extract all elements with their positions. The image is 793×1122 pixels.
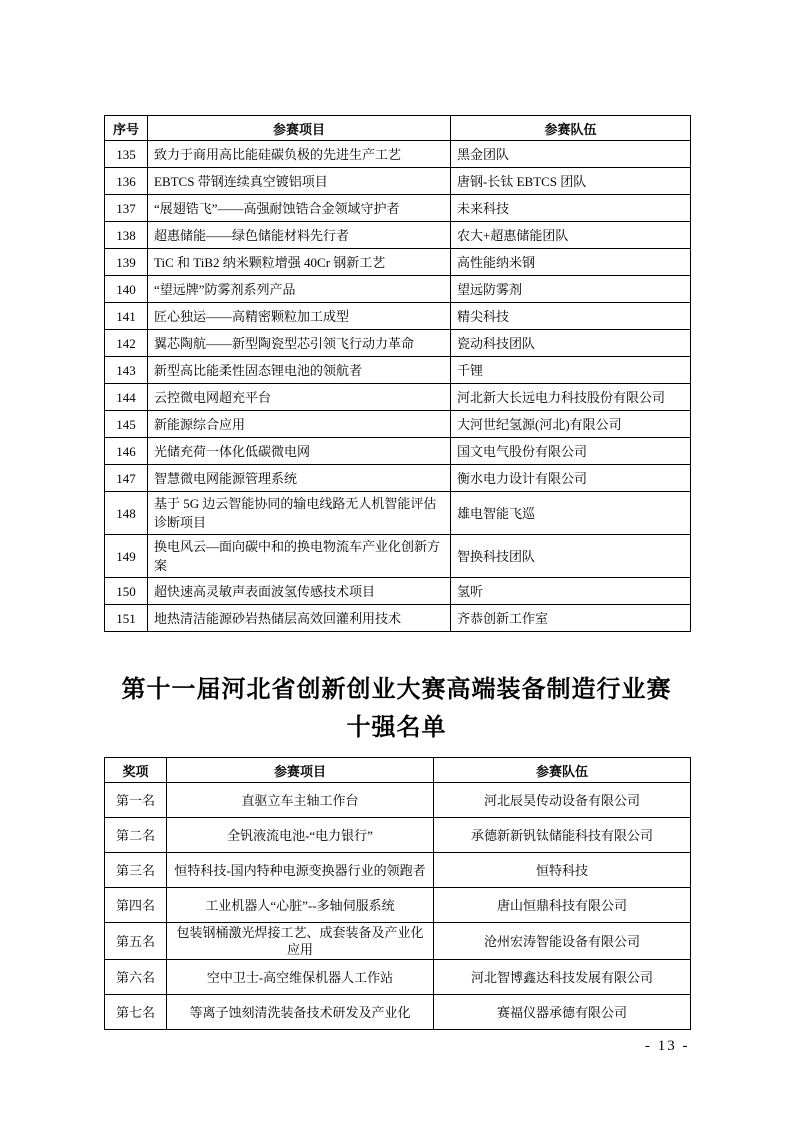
rank-cell: 第一名 xyxy=(105,783,167,818)
project-cell: 超快速高灵敏声表面波氢传感技术项目 xyxy=(148,578,451,605)
table-row xyxy=(105,276,691,303)
serial-cell: 137 xyxy=(105,195,148,222)
project-cell: 工业机器人“心脏”--多轴伺服系统 xyxy=(167,888,434,923)
rank-cell: 第五名 xyxy=(105,923,167,960)
projects-table-header xyxy=(105,116,691,141)
table-row xyxy=(105,853,691,888)
rank-cell: 第六名 xyxy=(105,960,167,995)
serial-cell: 141 xyxy=(105,303,148,330)
projects-table-135-151 xyxy=(104,115,691,632)
section-title-line1: 第十一届河北省创新创业大赛高端装备制造行业赛 xyxy=(121,677,672,703)
table-row xyxy=(105,249,691,276)
table-row xyxy=(105,222,691,249)
project-cell: “展翅锆飞”——高强耐蚀锆合金领域守护者 xyxy=(148,195,451,222)
table-row xyxy=(105,384,691,411)
rank-cell: 第四名 xyxy=(105,888,167,923)
team-cell: 沧州宏涛智能设备有限公司 xyxy=(434,923,691,960)
serial-cell: 146 xyxy=(105,438,148,465)
team-cell: 智换科技团队 xyxy=(451,535,691,578)
page-number: - 13 - xyxy=(645,1038,690,1054)
project-cell: “望远牌”防雾剂系列产品 xyxy=(148,276,451,303)
project-cell: 致力于商用高比能硅碳负极的先进生产工艺 xyxy=(148,141,451,168)
top-ten-rankings-table xyxy=(104,757,691,1030)
table-row xyxy=(105,438,691,465)
table-row xyxy=(105,195,691,222)
rank-cell: 第二名 xyxy=(105,818,167,853)
serial-cell: 139 xyxy=(105,249,148,276)
project-cell: 基于 5G 边云智能协同的输电线路无人机智能评估诊断项目 xyxy=(148,492,451,535)
team-cell: 未来科技 xyxy=(451,195,691,222)
team-cell: 高性能纳米钢 xyxy=(451,249,691,276)
team-cell: 瓷动科技团队 xyxy=(451,330,691,357)
serial-cell: 143 xyxy=(105,357,148,384)
table-row xyxy=(105,960,691,995)
team-cell: 望远防雾剂 xyxy=(451,276,691,303)
project-cell: EBTCS 带钢连续真空镀铝项目 xyxy=(148,168,451,195)
rankings-table-header xyxy=(105,758,691,783)
project-cell: 换电风云—面向碳中和的换电物流车产业化创新方案 xyxy=(148,535,451,578)
project-cell: 光储充荷一体化低碳微电网 xyxy=(148,438,451,465)
header-row xyxy=(105,116,691,141)
project-cell: 恒特科技-国内特种电源变换器行业的领跑者 xyxy=(167,853,434,888)
table-row xyxy=(105,411,691,438)
rank-cell: 第七名 xyxy=(105,995,167,1030)
serial-cell: 140 xyxy=(105,276,148,303)
column-header-project: 参赛项目 xyxy=(167,758,434,783)
team-cell: 恒特科技 xyxy=(434,853,691,888)
section-title-line2: 十强名单 xyxy=(346,715,447,741)
project-cell: 全钒液流电池-“电力银行” xyxy=(167,818,434,853)
table-row xyxy=(105,888,691,923)
project-cell: 地热清洁能源砂岩热储层高效回灌利用技术 xyxy=(148,605,451,632)
projects-table-body xyxy=(105,141,691,632)
column-header-team: 参赛队伍 xyxy=(451,116,691,141)
table-row xyxy=(105,995,691,1030)
serial-cell: 147 xyxy=(105,465,148,492)
project-cell: 空中卫士-高空维保机器人工作站 xyxy=(167,960,434,995)
team-cell: 国文电气股份有限公司 xyxy=(451,438,691,465)
column-header-team: 参赛队伍 xyxy=(434,758,691,783)
team-cell: 黑金团队 xyxy=(451,141,691,168)
serial-cell: 150 xyxy=(105,578,148,605)
table-row xyxy=(105,923,691,960)
project-cell: 直驱立车主轴工作台 xyxy=(167,783,434,818)
serial-cell: 142 xyxy=(105,330,148,357)
team-cell: 承德新新钒钛储能科技有限公司 xyxy=(434,818,691,853)
team-cell: 大河世纪氢源(河北)有限公司 xyxy=(451,411,691,438)
team-cell: 唐山恒鼎科技有限公司 xyxy=(434,888,691,923)
team-cell: 赛福仪器承德有限公司 xyxy=(434,995,691,1030)
team-cell: 农大+超惠储能团队 xyxy=(451,222,691,249)
team-cell: 河北新大长远电力科技股份有限公司 xyxy=(451,384,691,411)
serial-cell: 138 xyxy=(105,222,148,249)
header-row xyxy=(105,758,691,783)
rankings-table-body xyxy=(105,783,691,1030)
project-cell: 翼芯陶航——新型陶瓷型芯引领飞行动力革命 xyxy=(148,330,451,357)
serial-cell: 135 xyxy=(105,141,148,168)
serial-cell: 148 xyxy=(105,492,148,535)
table-row xyxy=(105,605,691,632)
table-row xyxy=(105,535,691,578)
project-cell: 新型高比能柔性固态锂电池的领航者 xyxy=(148,357,451,384)
serial-cell: 144 xyxy=(105,384,148,411)
table-row xyxy=(105,330,691,357)
project-cell: 云控微电网超充平台 xyxy=(148,384,451,411)
project-cell: 超惠储能——绿色储能材料先行者 xyxy=(148,222,451,249)
team-cell: 氢听 xyxy=(451,578,691,605)
serial-cell: 136 xyxy=(105,168,148,195)
table-row xyxy=(105,492,691,535)
team-cell: 精尖科技 xyxy=(451,303,691,330)
team-cell: 河北辰昊传动设备有限公司 xyxy=(434,783,691,818)
column-header-award: 奖项 xyxy=(105,758,167,783)
project-cell: 包装钢桶激光焊接工艺、成套装备及产业化应用 xyxy=(167,923,434,960)
column-header-project: 参赛项目 xyxy=(148,116,451,141)
project-cell: TiC 和 TiB2 纳米颗粒增强 40Cr 钢新工艺 xyxy=(148,249,451,276)
table-row xyxy=(105,783,691,818)
team-cell: 河北智博鑫达科技发展有限公司 xyxy=(434,960,691,995)
project-cell: 智慧微电网能源管理系统 xyxy=(148,465,451,492)
team-cell: 齐恭创新工作室 xyxy=(451,605,691,632)
section-title xyxy=(0,671,793,747)
project-cell: 新能源综合应用 xyxy=(148,411,451,438)
serial-cell: 145 xyxy=(105,411,148,438)
table-row xyxy=(105,357,691,384)
team-cell: 千锂 xyxy=(451,357,691,384)
serial-cell: 149 xyxy=(105,535,148,578)
team-cell: 雄电智能飞巡 xyxy=(451,492,691,535)
table-row xyxy=(105,168,691,195)
project-cell: 等离子蚀刻清洗装备技术研发及产业化 xyxy=(167,995,434,1030)
column-header-serial: 序号 xyxy=(105,116,148,141)
table-row xyxy=(105,141,691,168)
serial-cell: 151 xyxy=(105,605,148,632)
table-row xyxy=(105,465,691,492)
rank-cell: 第三名 xyxy=(105,853,167,888)
project-cell: 匠心独运——高精密颗粒加工成型 xyxy=(148,303,451,330)
team-cell: 唐钢-长钛 EBTCS 团队 xyxy=(451,168,691,195)
table-row xyxy=(105,818,691,853)
team-cell: 衡水电力设计有限公司 xyxy=(451,465,691,492)
table-row xyxy=(105,303,691,330)
table-row xyxy=(105,578,691,605)
